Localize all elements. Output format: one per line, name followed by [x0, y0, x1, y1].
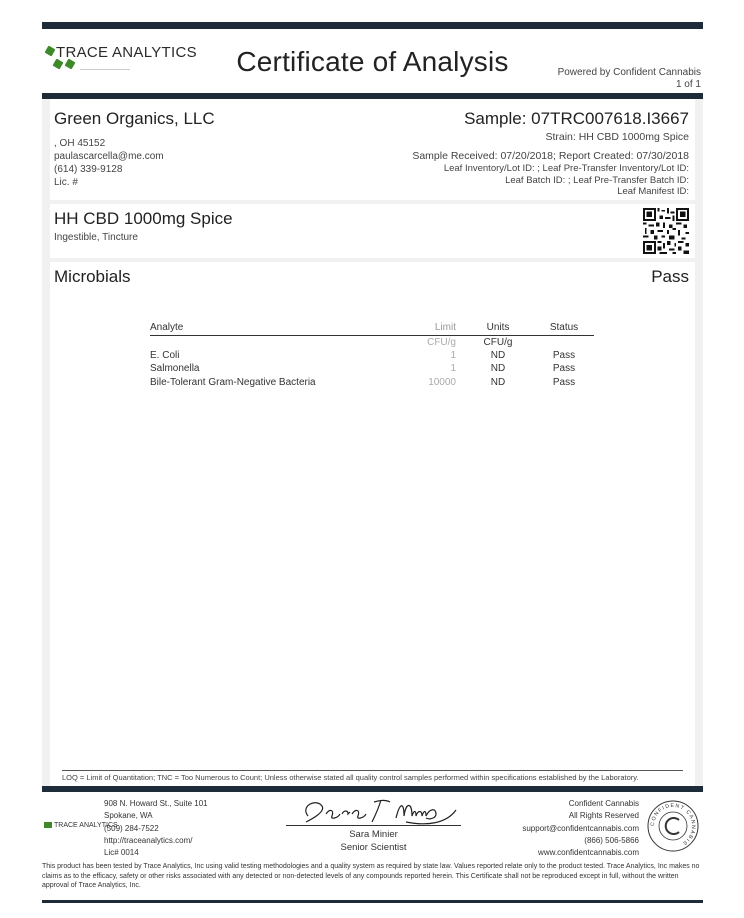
powered-by-text: Powered by Confident Cannabis — [557, 67, 701, 78]
column-header-units: Units — [462, 322, 534, 335]
cc-email: support@confidentcannabis.com — [522, 823, 639, 833]
signer-name: Sara Minier — [349, 829, 398, 840]
table-row — [150, 362, 594, 376]
loq-note: LOQ = Limit of Quantitation; TNC = Too Numerous to Count; Unless otherwise stated all quality control samples performed within specifications established by the Laboratory. — [62, 770, 683, 782]
sample-strain: Strain: HH CBD 1000mg Spice — [545, 131, 689, 143]
signer — [286, 828, 461, 854]
signature-line — [286, 825, 461, 826]
analyte-result: ND — [490, 363, 506, 375]
lab-street: 908 N. Howard St., Suite 101 — [104, 799, 208, 808]
analyte-status: Pass — [552, 376, 576, 388]
footer-bottom-bar — [42, 900, 703, 903]
limit-units: CFU/g — [427, 336, 456, 348]
client-email: paulascarcella@me.com — [54, 151, 164, 162]
page-title: Certificate of Analysis — [236, 46, 509, 77]
header — [42, 29, 703, 93]
analyte-status: Pass — [552, 363, 576, 375]
analyte-result: ND — [490, 349, 506, 361]
column-header-status: Status — [534, 322, 594, 335]
powered-by — [558, 67, 701, 91]
product-name: HH CBD 1000mg Spice — [54, 209, 233, 228]
sample-details — [412, 130, 689, 198]
leaf-batch-ids: Leaf Batch ID: ; Leaf Pre-Transfer Batch ID: — [505, 174, 689, 186]
analyte-name: Salmonella — [150, 363, 200, 375]
analyte-result: ND — [490, 376, 506, 388]
lab-license: Lic# 0014 — [104, 848, 139, 858]
analyte-limit: 1 — [450, 363, 456, 375]
product-panel — [42, 204, 703, 262]
logo-text: TRACE ANALYTICS — [56, 44, 197, 61]
table-row — [150, 376, 594, 390]
signer-title: Senior Scientist — [340, 842, 407, 853]
cc-rights: All Rights Reserved — [568, 811, 639, 821]
lab-address — [104, 798, 208, 859]
cc-phone: (866) 506-5866 — [584, 835, 639, 845]
seal-text: CONFIDENT CANNABIS — [649, 802, 697, 847]
client-phone: (614) 339-9128 — [54, 164, 123, 175]
lab-website: http://traceanalytics.com/ — [104, 835, 193, 845]
table-units-row — [150, 335, 594, 349]
client-city-zip: , OH 45152 — [54, 138, 106, 149]
confident-cannabis-contact — [522, 798, 639, 859]
table-header-row — [150, 322, 594, 335]
analyte-name: Bile-Tolerant Gram-Negative Bacteria — [150, 376, 316, 388]
microbials-overall-status: Pass — [651, 267, 689, 286]
header-top-bar — [42, 22, 703, 29]
result-units: CFU/g — [483, 336, 513, 348]
disclaimer: This product has been tested by Trace Analytics, Inc using valid testing methodologies and a quality system as required by state law. Values reported relate only to the product tested. Trace Analytics, Inc makes no claims as to the efficacy, safety or other risks associated with any detected or non-detected levels of any compounds reported herein. This Certificate shall not be reproduced except in full, without the written approval of Trace Analytics, Inc. — [42, 863, 700, 889]
logo-hex-icon — [44, 822, 52, 828]
microbials-panel — [42, 262, 703, 786]
lab-phone: (509) 284-7522 — [104, 823, 159, 833]
footer — [42, 792, 703, 862]
client-panel — [42, 99, 703, 204]
client-name: Green Organics, LLC — [54, 109, 215, 128]
page-number: 1 of 1 — [675, 79, 701, 90]
analyte-limit: 10000 — [428, 376, 456, 388]
client-license: Lic. # — [54, 177, 78, 188]
leaf-manifest-id: Leaf Manifest ID: — [617, 186, 689, 197]
product-type: Ingestible, Tincture — [54, 232, 138, 243]
lab-city: Spokane, WA — [104, 811, 153, 821]
microbials-title: Microbials — [54, 267, 131, 286]
sample-dates: Sample Received: 07/20/2018; Report Created: 07/30/2018 — [412, 150, 689, 162]
confident-cannabis-seal-icon — [647, 800, 699, 852]
column-header-analyte: Analyte — [150, 322, 380, 335]
sample-id: Sample: 07TRC007618.I3667 — [464, 109, 689, 128]
analyte-name: E. Coli — [150, 349, 180, 361]
analyte-status: Pass — [552, 349, 576, 361]
qr-code-icon — [643, 208, 689, 254]
analyte-limit: 1 — [450, 349, 456, 361]
cc-website: www.confidentcannabis.com — [538, 848, 639, 858]
client-details — [54, 137, 164, 189]
leaf-inventory-ids: Leaf Inventory/Lot ID: ; Leaf Pre-Transfer Inventory/Lot ID: — [443, 163, 689, 174]
table-row — [150, 349, 594, 363]
column-header-limit: Limit — [380, 322, 462, 335]
cc-name: Confident Cannabis — [568, 799, 639, 808]
footer-logo-text: TRACE ANALYTICS — [54, 822, 118, 829]
microbials-table — [150, 322, 594, 389]
